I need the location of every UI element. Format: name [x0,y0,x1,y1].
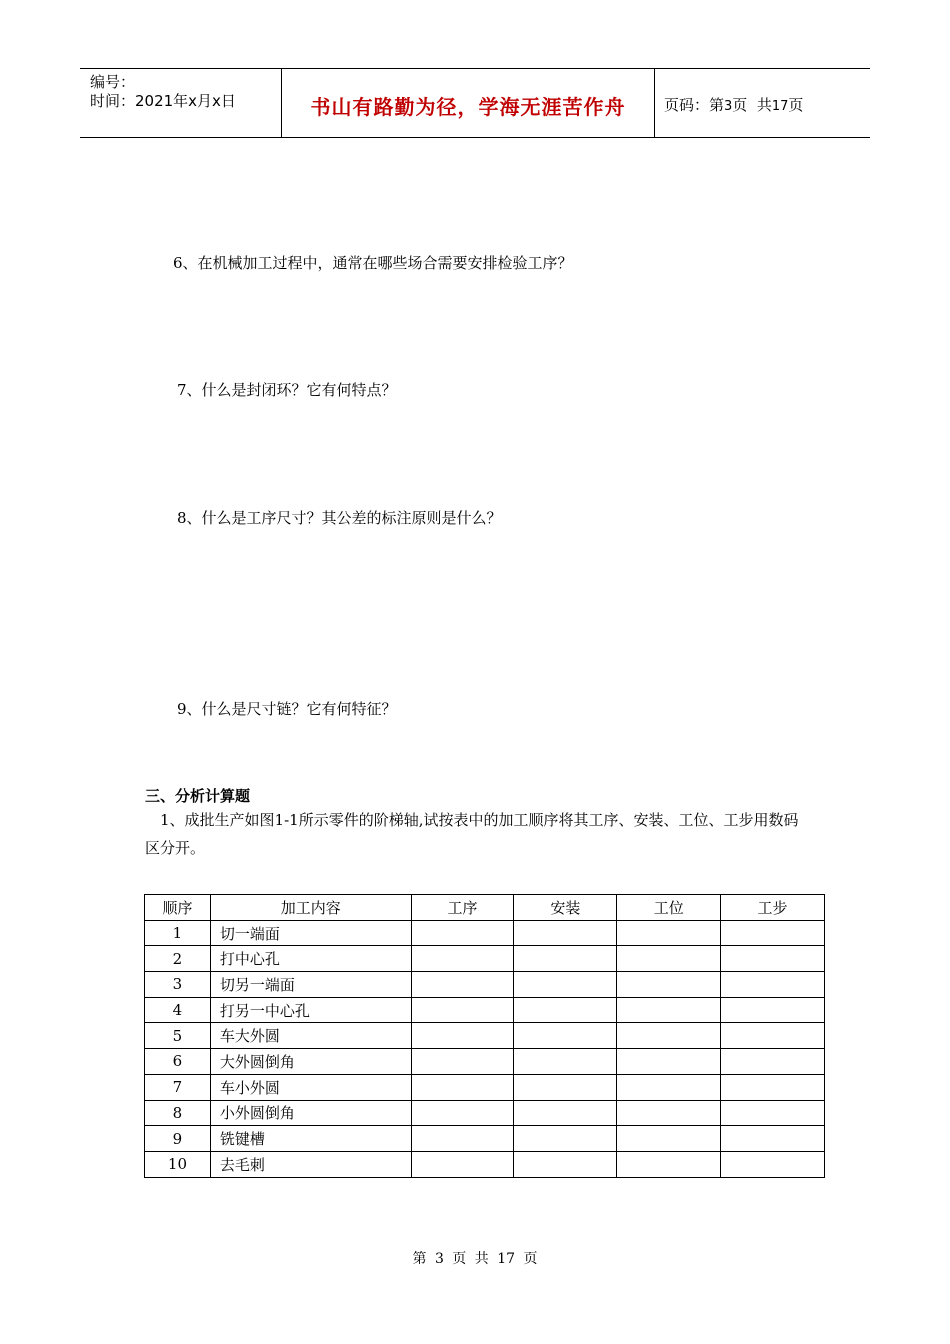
row-process-cell[interactable] [411,972,514,998]
row-station-cell[interactable] [617,972,721,998]
header-seq: 顺序 [145,895,211,921]
table-row [145,997,825,1023]
row-setup-cell[interactable] [514,1074,617,1100]
question-8: 8、什么是工序尺寸？其公差的标注原则是什么？ [177,509,502,527]
row-setup-cell[interactable] [514,1049,617,1075]
row-process-cell[interactable] [411,997,514,1023]
row-step-cell[interactable] [721,1074,825,1100]
row-content: 切一端面 [210,920,411,946]
row-process-cell[interactable] [411,946,514,972]
row-setup-cell[interactable] [514,1126,617,1152]
row-process-cell[interactable] [411,1074,514,1100]
page-footer: 第 3 页 共 17 页 [412,1251,538,1267]
row-seq: 2 [145,946,211,972]
header-motto: 书山有路勤为径，学海无涯苦作舟 [310,95,626,119]
header-content: 加工内容 [210,895,411,921]
page-header [80,68,870,138]
row-seq: 9 [145,1126,211,1152]
problem-statement: 1、成批生产如图1-1所示零件的阶梯轴,试按表中的加工顺序将其工序、安装、工位、工步用数码区分开。 [145,811,799,857]
row-station-cell[interactable] [617,1023,721,1049]
row-step-cell[interactable] [721,946,825,972]
table-row [145,920,825,946]
document-number-label: 编号： [90,73,136,91]
header-page-indicator [664,94,803,115]
page-current: 3 [724,99,733,114]
row-step-cell[interactable] [721,920,825,946]
row-content: 打中心孔 [210,946,411,972]
row-content: 车小外圆 [210,1074,411,1100]
row-station-cell[interactable] [617,1100,721,1126]
section-title: 三、分析计算题 [145,787,251,805]
row-step-cell[interactable] [721,972,825,998]
row-seq: 1 [145,920,211,946]
row-seq: 4 [145,997,211,1023]
table-header-row [145,895,825,921]
row-content: 打另一中心孔 [210,997,411,1023]
row-station-cell[interactable] [617,1126,721,1152]
row-step-cell[interactable] [721,1126,825,1152]
page-total: 17 [771,99,789,114]
row-content: 车大外圆 [210,1023,411,1049]
question-7: 7、什么是封闭环？它有何特点？ [177,381,397,399]
row-step-cell[interactable] [721,1023,825,1049]
table-row [145,946,825,972]
row-seq: 7 [145,1074,211,1100]
header-station: 工位 [617,895,721,921]
row-setup-cell[interactable] [514,1151,617,1177]
row-step-cell[interactable] [721,1151,825,1177]
header-process: 工序 [411,895,514,921]
question-6: 6、在机械加工过程中，通常在哪些场合需要安排检验工序？ [173,254,573,272]
row-step-cell[interactable] [721,1049,825,1075]
table-row [145,972,825,998]
row-process-cell[interactable] [411,1049,514,1075]
row-station-cell[interactable] [617,1049,721,1075]
row-setup-cell[interactable] [514,972,617,998]
row-process-cell[interactable] [411,1023,514,1049]
row-content: 切另一端面 [210,972,411,998]
row-seq: 10 [145,1151,211,1177]
header-divider [654,69,655,137]
question-9: 9、什么是尺寸链？它有何特征？ [177,700,397,718]
row-setup-cell[interactable] [514,946,617,972]
table-row [145,1023,825,1049]
process-table [144,894,825,1178]
header-meta [90,73,280,111]
table-row [145,1126,825,1152]
row-content: 大外圆倒角 [210,1049,411,1075]
row-process-cell[interactable] [411,1100,514,1126]
row-station-cell[interactable] [617,1151,721,1177]
row-process-cell[interactable] [411,920,514,946]
row-seq: 8 [145,1100,211,1126]
row-station-cell[interactable] [617,946,721,972]
row-process-cell[interactable] [411,1151,514,1177]
row-station-cell[interactable] [617,1074,721,1100]
row-setup-cell[interactable] [514,997,617,1023]
page-suffix: 页 [788,96,804,114]
row-step-cell[interactable] [721,997,825,1023]
row-setup-cell[interactable] [514,1100,617,1126]
row-content: 去毛刺 [210,1151,411,1177]
table-row [145,1100,825,1126]
row-step-cell[interactable] [721,1100,825,1126]
row-station-cell[interactable] [617,997,721,1023]
row-station-cell[interactable] [617,920,721,946]
header-step: 工步 [721,895,825,921]
row-content: 小外圆倒角 [210,1100,411,1126]
row-seq: 3 [145,972,211,998]
row-setup-cell[interactable] [514,1023,617,1049]
document-time: 时间：2021年x月x日 [90,92,236,110]
table-row [145,1151,825,1177]
table-row [145,1074,825,1100]
row-seq: 5 [145,1023,211,1049]
row-seq: 6 [145,1049,211,1075]
table-row [145,1049,825,1075]
row-content: 铣键槽 [210,1126,411,1152]
row-process-cell[interactable] [411,1126,514,1152]
row-setup-cell[interactable] [514,920,617,946]
page-mid: 页 共 [732,96,772,114]
header-setup: 安装 [514,895,617,921]
page-prefix: 页码：第 [664,96,725,114]
